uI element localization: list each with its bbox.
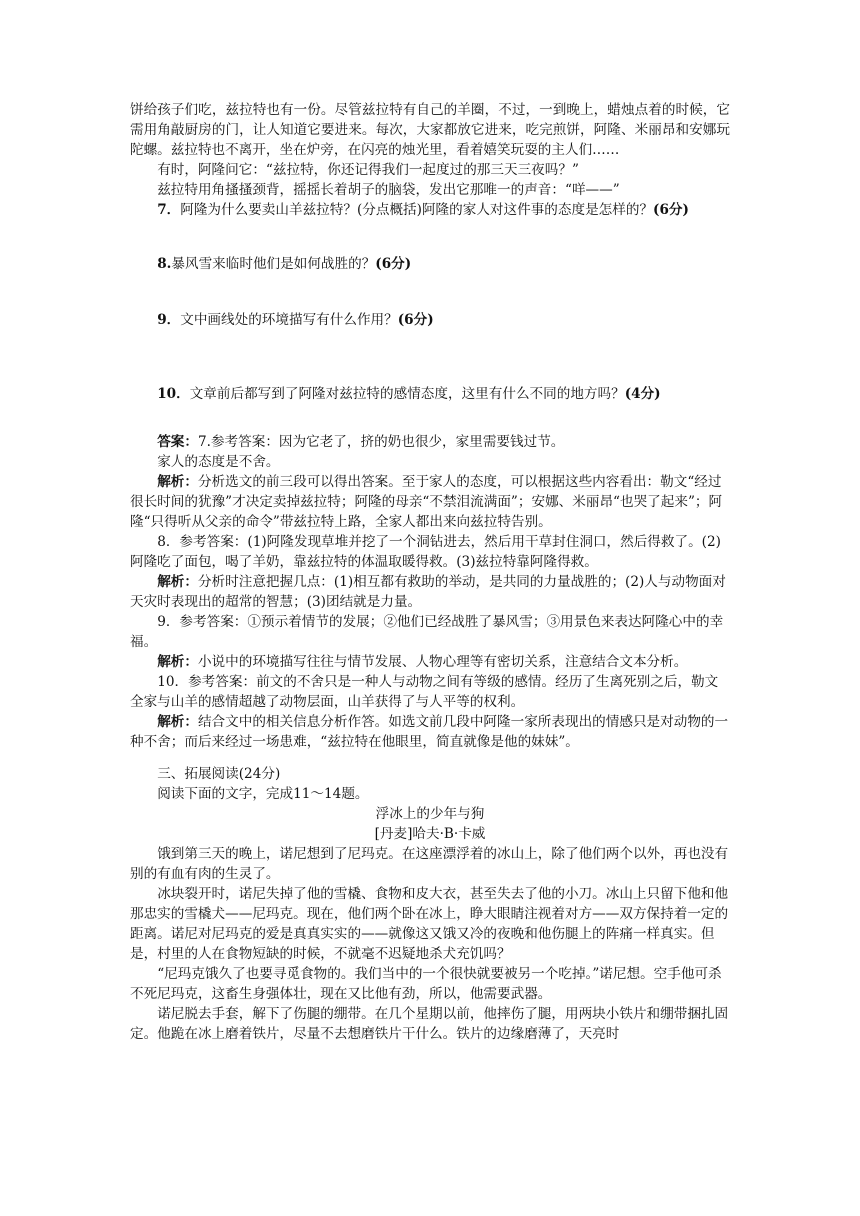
question-text: 文中画线处的环境描写有什么作用？ xyxy=(180,312,398,328)
analysis-7: 解析：分析选文的前三段可以得出答案。至于家人的态度，可以根据这些内容看出：勒文“经过很长时间的犹豫”才决定卖掉兹拉特；阿隆的母亲“不禁泪流满面”；安娜、米丽昂“也哭了起来”；阿隆“只得听从父亲的命令”带兹拉特上路，全家人都出来向兹拉特告别。 xyxy=(130,474,723,530)
question-score: (4分) xyxy=(624,386,661,402)
article-paragraph: 冰块裂开时，诺尼失掉了他的雪橇、食物和皮大衣，甚至失去了他的小刀。冰山上只留下他和他那忠实的雪橇犬——尼玛克。现在，他们两个卧在冰上，睁大眼睛注视着对方——双方保持着一定的距离。诺尼对尼玛克的爱是真真实实的——就像这又饿又冷的夜晚和他伤腿上的阵痛一样真实。但是，村里的人在食物短缺的时候，不就毫不迟疑地杀犬充饥吗？ xyxy=(130,886,729,962)
section-instruction: 阅读下面的文字，完成11～14题。 xyxy=(157,786,369,802)
question-number: 7． xyxy=(157,202,181,218)
analysis-label: 解析： xyxy=(157,654,198,670)
question-score: (6分) xyxy=(653,202,689,218)
question-10 xyxy=(130,384,730,404)
article-title: 浮冰上的少年与狗 xyxy=(375,806,485,822)
answer-7: 答案：7.参考答案：因为它老了，挤的奶也很少，家里需要钱过节。 xyxy=(157,434,565,450)
analysis-9: 解析：小说中的环境描写往往与情节发展、人物心理等有密切关系，注意结合文本分析。 xyxy=(157,654,688,670)
question-score: (6分) xyxy=(375,256,412,272)
story-paragraph: 饼给孩子们吃，兹拉特也有一份。尽管兹拉特有自己的羊圈，不过，一到晚上，蜡烛点着的时候，它需用角敲厨房的门，让人知道它要进来。每次，大家都放它进来，吃完煎饼，阿隆、米丽昂和安娜玩陀螺。兹拉特也不离开，坐在炉旁，在闪亮的烛光里，看着嬉笑玩耍的主人们…… xyxy=(130,102,730,158)
question-score: (6分) xyxy=(397,312,434,328)
question-text: 阿隆为什么要卖山羊兹拉特？(分点概括)阿隆的家人对这件事的态度是怎样的？ xyxy=(180,202,654,218)
analysis-label: 解析： xyxy=(157,574,198,590)
analysis-label: 解析： xyxy=(157,474,198,490)
article-author: [丹麦]哈夫·B·卡威 xyxy=(374,826,486,842)
question-number: 9． xyxy=(157,312,181,328)
story-paragraph: 有时，阿隆问它：“兹拉特，你还记得我们一起度过的那三天三夜吗？” xyxy=(157,162,579,178)
answer-8: 8．参考答案：(1)阿隆发现草堆并挖了一个洞钻进去，然后用干草封住洞口，然后得救了。(2)阿隆吃了面包，喝了羊奶，靠兹拉特的体温取暖得救。(3)兹拉特靠阿隆得救。 xyxy=(130,534,721,570)
question-8 xyxy=(130,254,730,274)
answer-9: 9．参考答案：①预示着情节的发展；②他们已经战胜了暴风雪；③用景色来表达阿隆心中的幸福。 xyxy=(130,614,724,650)
question-text: 暴风雪来临时他们是如何战胜的？ xyxy=(171,256,376,272)
answer-7-attitude: 家人的态度是不舍。 xyxy=(157,454,280,470)
article-paragraph: 诺尼脱去手套，解下了伤腿的绷带。在几个星期以前，他摔伤了腿，用两块小铁片和绷带捆扎固定。他跪在冰上磨着铁片，尽量不去想磨铁片干什么。铁片的边缘磨薄了，天亮时 xyxy=(130,1006,729,1042)
question-9 xyxy=(130,310,730,330)
answer-label: 答案： xyxy=(157,434,198,450)
analysis-label: 解析： xyxy=(157,714,198,730)
document-page xyxy=(130,100,730,1044)
question-number: 8. xyxy=(157,256,172,272)
question-text: 文章前后都写到了阿隆对兹拉特的感情态度，这里有什么不同的地方吗？ xyxy=(189,386,625,402)
story-paragraph: 兹拉特用角搔搔颈背，摇摇长着胡子的脑袋，发出它那唯一的声音：“咩——” xyxy=(157,182,620,198)
answer-10: 10．参考答案：前文的不舍只是一种人与动物之间有等级的感情。经历了生离死别之后，勒文全家与山羊的感情超越了动物层面，山羊获得了与人平等的权利。 xyxy=(130,674,719,710)
section-heading: 三、拓展阅读(24分) xyxy=(157,766,281,782)
analysis-8: 解析：分析时注意把握几点：(1)相互都有救助的举动，是共同的力量战胜的；(2)人与动物面对天灾时表现出的超常的智慧；(3)团结就是力量。 xyxy=(130,574,726,610)
article-paragraph: 饿到第三天的晚上，诺尼想到了尼玛克。在这座漂浮着的冰山上，除了他们两个以外，再也没有别的有血有肉的生灵了。 xyxy=(130,846,729,882)
question-number: 10． xyxy=(157,386,190,402)
question-7 xyxy=(130,200,730,220)
analysis-10: 解析：结合文中的相关信息分析作答。如选文前几段中阿隆一家所表现出的情感只是对动物的一种不舍；而后来经过一场患难，“兹拉特在他眼里，简直就像是他的妹妹”。 xyxy=(130,714,729,750)
article-paragraph: “尼玛克饿久了也要寻觅食物的。我们当中的一个很快就要被另一个吃掉。”诺尼想。空手他可杀不死尼玛克，这畜生身强体壮，现在又比他有劲，所以，他需要武器。 xyxy=(130,966,722,1002)
